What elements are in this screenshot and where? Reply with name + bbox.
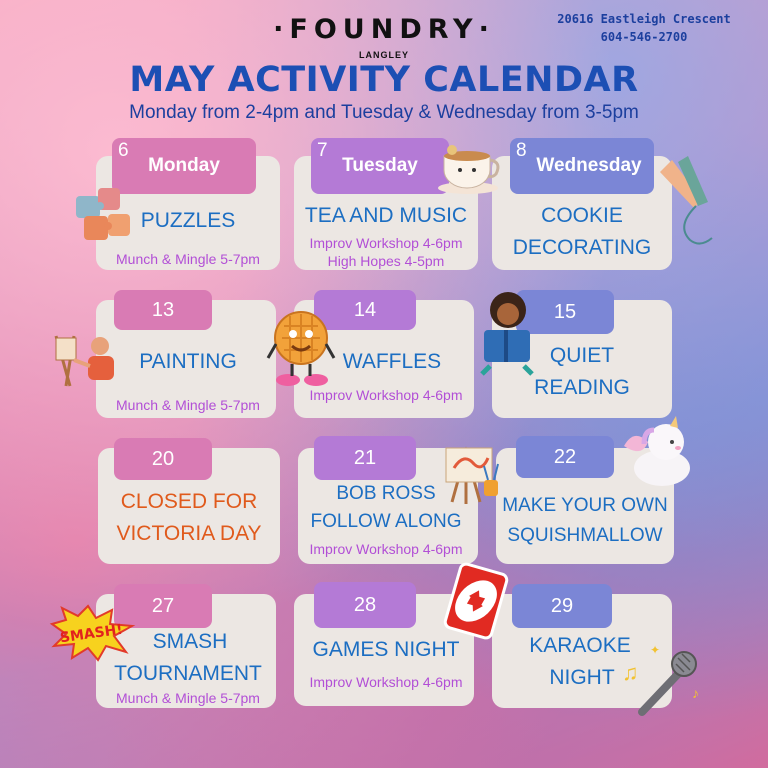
day-tab-22	[516, 436, 614, 478]
svg-text:♪: ♪	[692, 685, 699, 701]
activity-squishmallow-2: SQUISHMALLOW	[507, 525, 663, 546]
activity-bob-ross-1: BOB ROSS	[336, 483, 436, 504]
activity-note: Munch & Mingle 5-7pm	[116, 690, 260, 706]
day-number: 27	[151, 594, 175, 617]
day-number: 21	[353, 446, 377, 469]
day-number: 15	[553, 300, 577, 323]
microphone-icon	[620, 640, 710, 720]
activity-closed-1: CLOSED FOR	[120, 490, 258, 513]
smash-burst-icon	[48, 604, 136, 662]
day-number: 14	[353, 298, 377, 321]
activity-karaoke-1: KARAOKE	[529, 634, 631, 657]
day-name: Wednesday	[536, 155, 642, 176]
activity-note: High Hopes 4-5pm	[327, 253, 445, 269]
day-tab-13	[114, 290, 212, 330]
activity-smash-2: TOURNAMENT	[114, 662, 262, 685]
activity-note: Improv Workshop 4-6pm	[309, 235, 463, 251]
activity-painting: PAINTING	[139, 350, 237, 373]
day-number: 13	[151, 298, 175, 321]
activity-note: Munch & Mingle 5-7pm	[116, 251, 260, 267]
foundry-logo: ·FOUNDRY·	[273, 14, 495, 45]
day-tab-7	[311, 138, 449, 194]
day-name: Tuesday	[342, 155, 418, 176]
music-note-icon: ♫	[622, 660, 639, 685]
activity-smash-1: SMASH	[152, 630, 228, 653]
activity-karaoke-2: NIGHT	[549, 666, 615, 689]
day-tab-8	[510, 138, 654, 194]
contact-info	[534, 10, 754, 46]
activity-note: Improv Workshop 4-6pm	[309, 674, 463, 690]
easel-icon	[440, 442, 506, 506]
piping-bag-icon	[652, 150, 716, 250]
activity-note: Improv Workshop 4-6pm	[309, 541, 463, 557]
day-number: 20	[151, 447, 175, 470]
activity-puzzles: PUZZLES	[140, 209, 236, 232]
day-number: 6	[118, 140, 129, 161]
teacup-icon	[434, 142, 508, 196]
activity-quiet-reading-1: QUIET	[549, 344, 615, 367]
smash-text: SMASH!	[59, 621, 124, 647]
phone: 604-546-2700	[600, 30, 688, 44]
day-tab-21	[314, 436, 416, 480]
day-number: 7	[317, 140, 328, 161]
day-number: 28	[353, 593, 377, 616]
waffle-icon	[262, 306, 340, 388]
page-title: MAY ACTIVITY CALENDAR	[129, 60, 639, 100]
activity-closed-2: VICTORIA DAY	[116, 522, 262, 545]
svg-text:✦: ✦	[650, 643, 661, 657]
logo-subtitle: LANGLEY	[358, 50, 409, 60]
day-number: 8	[516, 140, 527, 161]
activity-games-night: GAMES NIGHT	[312, 638, 460, 661]
activity-cookie-decorating-1: COOKIE	[541, 204, 623, 227]
reverse-card-icon	[440, 562, 512, 640]
day-number: 22	[553, 445, 577, 468]
activity-tea-and-music: TEA AND MUSIC	[304, 204, 468, 227]
day-name: Monday	[148, 155, 220, 176]
activity-cookie-decorating-2: DECORATING	[512, 236, 652, 259]
activity-quiet-reading-2: READING	[534, 376, 630, 399]
activity-waffles: WAFFLES	[342, 350, 442, 373]
address: 20616 Eastleigh Crescent	[557, 12, 731, 26]
day-number: 29	[550, 594, 574, 617]
page-subtitle: Monday from 2-4pm and Tuesday & Wednesday from 3-5pm	[129, 102, 639, 123]
puzzle-icon	[68, 184, 138, 250]
day-tab-29	[512, 584, 612, 628]
day-tab-28	[314, 582, 416, 628]
day-tab-20	[114, 438, 212, 480]
activity-squishmallow-1: MAKE YOUR OWN	[502, 495, 668, 516]
activity-note: Munch & Mingle 5-7pm	[116, 397, 260, 413]
unicorn-icon	[620, 416, 696, 490]
reading-girl-icon	[474, 290, 540, 378]
activity-bob-ross-2: FOLLOW ALONG	[310, 511, 462, 532]
painter-icon	[50, 330, 122, 392]
activity-note: Improv Workshop 4-6pm	[309, 387, 463, 403]
